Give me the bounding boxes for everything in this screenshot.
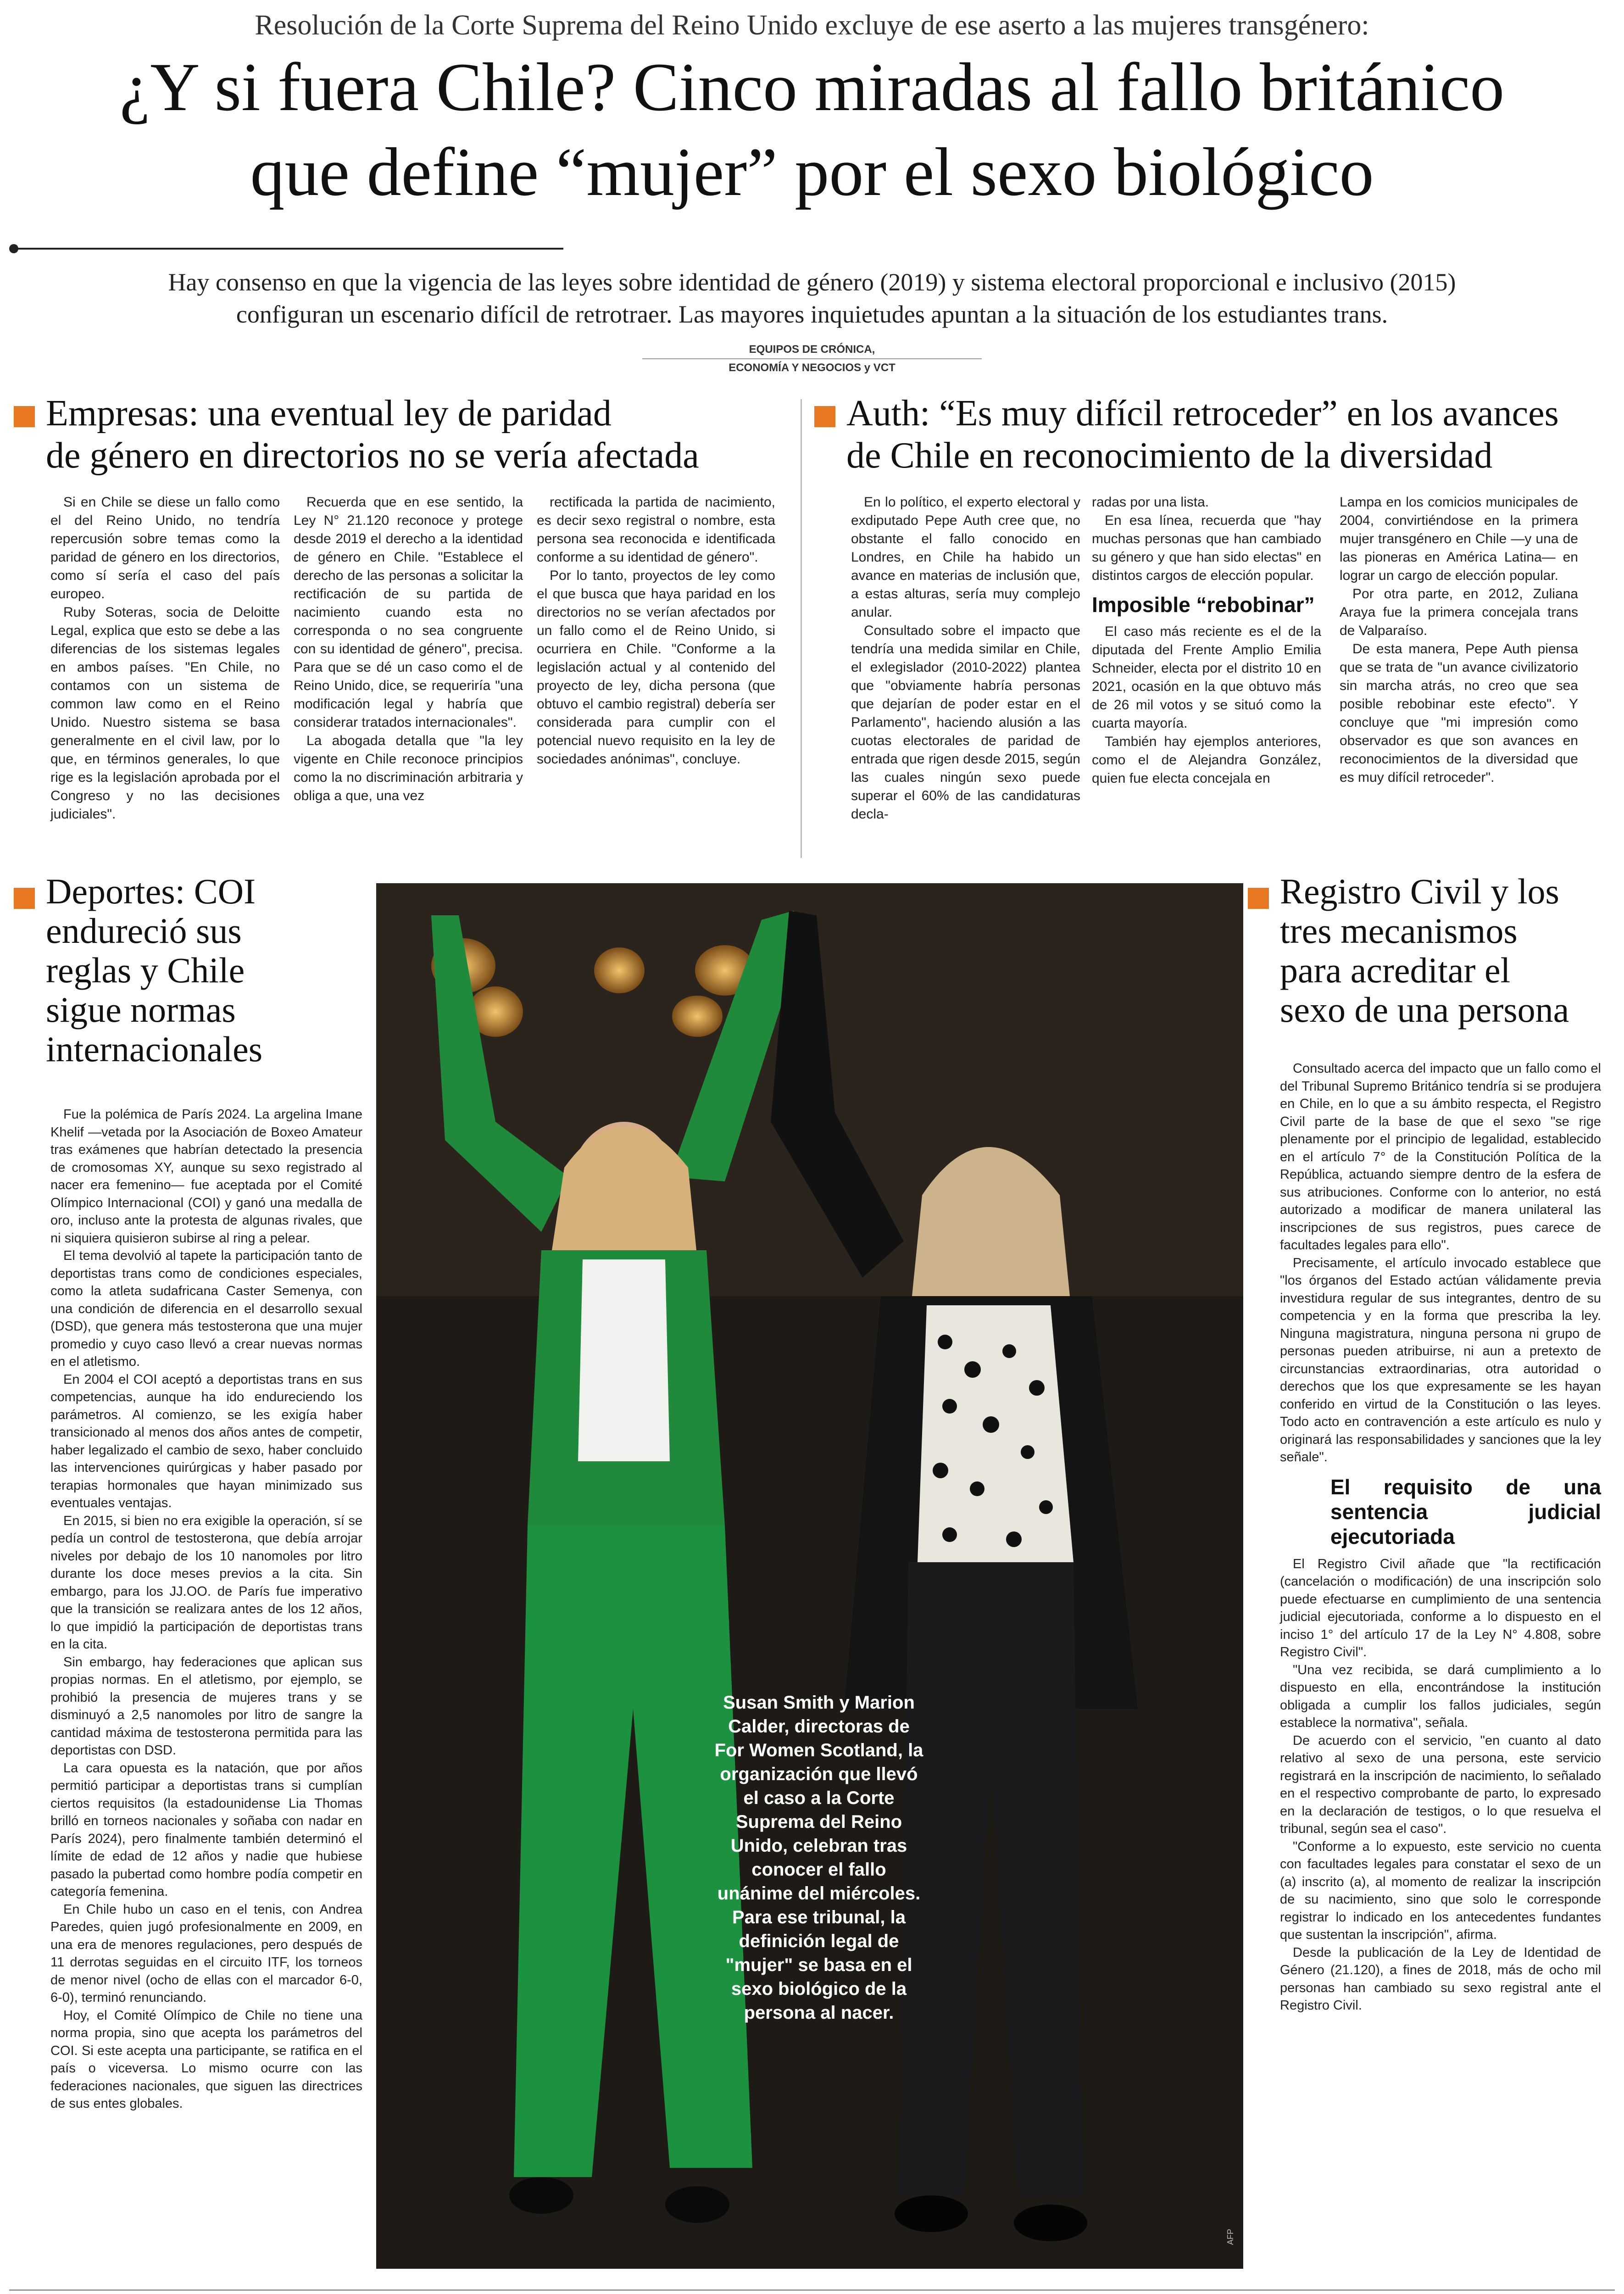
section-title-line: tres mecanismos xyxy=(1280,911,1518,951)
paragraph: Consultado sobre el impacto que tendría una medida similar en Chile, el exlegislador (2010-2022) plantea que "obviamente habría personas que dejarían de poder estar en el Parlamento", haciendo alusión a las cuotas electorales de paridad de entrada que rigen desde 2015, según las cuales ningún sexo puede superar el 60% de las candidaturas decla- xyxy=(851,623,1080,822)
section-title-line: Auth: “Es muy difícil retroceder” en los avances xyxy=(846,393,1559,434)
section-marker-icon xyxy=(1248,888,1269,909)
paragraph: La abogada detalla que "la ley vigente en Chile reconoce principios como la no discriminación arbitraria y obliga a que, una vez xyxy=(294,733,523,803)
section-title-line: sigue normas xyxy=(46,990,236,1030)
paragraph: El tema devolvió al tapete la participación tanto de deportistas trans como de condiciones especiales, como la atleta sudafricana Caster Semenya, con una condición de diferencia en el desarrollo sexual (DSD), que genera más testosterona que una mujer promedio y cuyo caso llevó a crear nuevas normas en el atletismo. xyxy=(50,1248,362,1369)
auth-col-3 xyxy=(1340,493,1578,787)
deck-line-2: configuran un escenario difícil de retrotraer. Las mayores inquietudes apuntan a la situación de los estudiantes trans. xyxy=(236,301,1388,328)
section-title-line: de género en directorios no se vería afectada xyxy=(46,435,699,476)
headline xyxy=(0,49,1624,210)
section-title-line: para acreditar el xyxy=(1280,950,1511,990)
paragraph: Fue la polémica de París 2024. La argelina Imane Khelif —vetada por la Asociación de Boxeo Amateur tras exámenes que habrían detectado la presencia de cromosomas XY, aunque su sexo registrado al nacer era femenino— fue aceptada por el Comité Olímpico Internacional (COI) y ganó una medalla de oro, incluso ante la protesta de algunas rivales, que ni siquiera quisieron subirse al ring a pelear. xyxy=(50,1107,362,1246)
paragraph: En 2004 el COI aceptó a deportistas trans en sus competencias, aunque ha ido endureciendo los parámetros. Al comienzo, se les exigía haber transicionado al menos dos años antes de competir, haber legalizado el cambio de sexo, haber concluido las intervenciones quirúrgicas y haber pasado por terapias hormonales que hayan minimizado sus eventuales ventajas. xyxy=(50,1372,362,1510)
subhead: El requisito de una sentencia judicial ejecutoriada xyxy=(1330,1475,1601,1548)
photo-illustration xyxy=(376,883,1243,2269)
section-rule xyxy=(9,2289,1615,2291)
empresas-col-2 xyxy=(294,493,523,805)
section-title-line: Empresas: una eventual ley de paridad xyxy=(46,393,612,434)
section-title-line: sexo de una persona xyxy=(1280,990,1569,1030)
auth-col-2 xyxy=(1092,493,1321,788)
paragraph: Consultado acerca del impacto que un fallo como el del Tribunal Supremo Británico tendría si se produjera en Chile, en lo que a su ámbito respecta, el Registro Civil parte de la base de que el sexo "se rige plenamente por el principio de legalidad, establecido en el artículo 7° de la Constitución Política de la República, actuando siempre dentro de la esfera de sus atribuciones. Conforme con lo anterior, no está autorizado a modificar de manera unilateral las inscripciones de sus registros, pues carece de facultades legales para ello". xyxy=(1280,1061,1601,1253)
deck-line-1: Hay consenso en que la vigencia de las leyes sobre identidad de género (2019) y sistema electoral proporcional e inclusivo (2015) xyxy=(168,268,1456,296)
paragraph: Precisamente, el artículo invocado establece que "los órganos del Estado actúan válidamente previa investidura regular de sus integrantes, dentro de su competencia y en la forma que prescriba la ley. Ninguna magistratura, ninguna persona ni grupo de personas pueden atribuirse, ni aun a pretexto de circunstancias extraordinarias, otra autoridad o derechos que los que expresamente se les hayan conferido en virtud de la Constitución o las leyes. Todo acto en contravención a este artículo es nulo y originará las responsabilidades y sanciones que la ley señale". xyxy=(1280,1255,1601,1464)
paragraph: Lampa en los comicios municipales de 2004, convirtiéndose en la primera mujer transgénero en Chile —y una de las pioneras en América Latina— en lograr un cargo de elección popular. xyxy=(1340,495,1578,583)
paragraph: "Conforme a lo expuesto, este servicio no cuenta con facultades legales para constatar el sexo de un (a) inscrito (a), al momento de realizar la inscripción de su nacimiento, sino que solo le corresponde registrar lo indicado en los antecedentes fundantes que sustentan la inscripción", afirma. xyxy=(1280,1839,1601,1942)
paragraph: "Una vez recibida, se dará cumplimiento a lo dispuesto en ella, encontrándose la institución obligada a cumplir los fallos judiciales, según establece la normativa", señala. xyxy=(1280,1662,1601,1730)
deck xyxy=(83,266,1541,330)
section-title-deportes xyxy=(46,872,358,1069)
section-title-line: Deportes: COI xyxy=(46,871,256,911)
paragraph: Por otra parte, en 2012, Zuliana Araya fue la primera concejala trans de Valparaíso. xyxy=(1340,586,1578,638)
paragraph: Si en Chile se diese un fallo como el del Reino Unido, no tendría repercusión sobre temas como la paridad de género en los directorios, como sí sería el caso del país europeo. xyxy=(50,495,280,601)
header-rule xyxy=(13,248,563,250)
paragraph: También hay ejemplos anteriores, como el de Alejandra González, quien fue electa concejala en xyxy=(1092,734,1321,786)
paragraph: El caso más reciente es el de la diputada del Frente Amplio Emilia Schneider, electa por el distrito 10 en 2021, ocasión en la que obtuvo más de 26 mil votos y se situó como la cuarta mayoría. xyxy=(1092,624,1321,731)
paragraph: radas por una lista. xyxy=(1092,495,1209,510)
section-marker-icon xyxy=(14,888,35,909)
section-title-line: endureció sus xyxy=(46,911,242,951)
headline-line-1: ¿Y si fuera Chile? Cinco miradas al fallo británico xyxy=(119,49,1505,125)
paragraph: El Registro Civil añade que "la rectificación (cancelación o modificación) de una inscripción solo puede efectuarse en cumplimiento de una sentencia judicial ejecutoriada, conforme a lo dispuesto en el inciso 1° del artículo 17 de la Ley N° 4.808, sobre Registro Civil". xyxy=(1280,1556,1601,1659)
empresas-col-3 xyxy=(537,493,775,768)
paragraph: Hoy, el Comité Olímpico de Chile no tiene una norma propia, sino que acepta los parámetros del COI. Si este acepta una participante, se ratifica en el país o viceversa. Lo mismo ocurre con las federaciones nacionales, que siguen las directrices de sus entes globales. xyxy=(50,2008,362,2111)
section-title-registro xyxy=(1280,872,1610,1030)
section-title-line: internacionales xyxy=(46,1029,263,1069)
deportes-body xyxy=(50,1106,362,2113)
section-title-line: Registro Civil y los xyxy=(1280,871,1559,911)
empresas-col-1 xyxy=(50,493,280,824)
registro-body xyxy=(1280,1060,1601,2015)
subhead: Imposible “rebobinar” xyxy=(1092,593,1315,617)
paragraph: Sin embargo, hay federaciones que aplican sus propias normas. En el atletismo, por ejemplo, se prohibió la presencia de mujeres trans y se disminuyó a 2,5 nanomoles por litro de sangre la cantidad máxima de testosterona permitida para las deportistas con DSD. xyxy=(50,1654,362,1758)
paragraph: Desde la publicación de la Ley de Identidad de Género (21.120), a fines de 2018, más de ocho mil personas han cambiado su sexo registral ante el Registro Civil. xyxy=(1280,1945,1601,2013)
paragraph: Por lo tanto, proyectos de ley como el que busca que haya paridad en los directorios no se verían afectados por un fallo como el de Reino Unido, si ocurriera en Chile. "Conforme a la legislación actual y al contenido del proyecto de ley, dicha persona (que obtuvo el cambio registral) debería ser considerada para cumplir con el potencial nuevo requisito en la ley de sociedades anónimas", concluye. xyxy=(537,568,775,767)
section-marker-icon xyxy=(14,406,35,427)
section-marker-icon xyxy=(814,406,835,427)
news-photo xyxy=(376,883,1243,2269)
section-title-line: de Chile en reconocimiento de la diversidad xyxy=(846,435,1493,476)
paragraph: De acuerdo con el servicio, "en cuanto al dato relativo al sexo de una persona, este servicio registrará en la inscripción de nacimiento, lo señalado en el respectivo comprobante de parto, lo expresado en la declaración de testigos, o lo que resuelva el tribunal, según sea el caso". xyxy=(1280,1733,1601,1836)
byline-line-2: ECONOMÍA Y NEGOCIOS y VCT xyxy=(729,362,895,374)
byline xyxy=(551,342,1073,376)
kicker: Resolución de la Corte Suprema del Reino Unido excluye de ese aserto a las mujeres transgénero: xyxy=(255,10,1369,41)
byline-line-1: EQUIPOS DE CRÓNICA, xyxy=(749,343,875,356)
auth-col-1 xyxy=(851,493,1080,824)
paragraph: En Chile hubo un caso en el tenis, con Andrea Paredes, quien jugó profesionalmente en 2009, en una era de menores regulaciones, pero después de 11 derrotas seguidas en el circuito ITF, los torneos de menor nivel (ocho de ellas con el marcador 6-0, 6-0), terminó renunciando. xyxy=(50,1902,362,2005)
paragraph: Ruby Soteras, socia de Deloitte Legal, explica que esto se debe a las diferencias de los sistemas legales en ambos países. "En Chile, no contamos con un sistema de common law como en el Reino Unido. Nuestro sistema se basa generalmente en el civil law, por lo que, en términos generales, lo que rige es la legislación aprobada por el Congreso y no las decisiones judiciales". xyxy=(50,605,280,822)
paragraph: Recuerda que en ese sentido, la Ley N° 21.120 reconoce y protege desde 2019 el derecho a la identidad de género en Chile. "Establece el derecho de las personas a solicitar la rectificación de su partida de nacimiento cuando esta no corresponda o no sea congruente con su identidad de género", precisa. Para que se dé un caso como el de Reino Unido, dice, se requeriría "una modificación legal y habría que considerar tratados internacionales". xyxy=(294,495,523,730)
photo-credit: AFP xyxy=(1226,2228,1235,2245)
section-title-line: reglas y Chile xyxy=(46,950,245,990)
paragraph: La cara opuesta es la natación, que por años permitió participar a deportistas trans si cumplían ciertos requisitos (la estadounidense Lia Thomas brilló en torneos nacionales y soñaba con nadar en París 2024), pero finalmente también determinó el límite de edad de 12 años y nadie que hubiese pasado la pubertad como hombre podía competir en categoría femenina. xyxy=(50,1760,362,1899)
section-title-auth xyxy=(846,392,1617,477)
paragraph: En esa línea, recuerda que "hay muchas personas que han cambiado su género y que han sido electas" en distintos cargos de elección popular. xyxy=(1092,513,1321,583)
paragraph: En lo político, el experto electoral y exdiputado Pepe Auth cree que, no obstante el fallo conocido en Londres, en Chile ha habido un avance en materias de inclusión que, a estas alturas, sería muy complejo anular. xyxy=(851,495,1080,620)
byline-rule xyxy=(642,358,982,359)
headline-line-2: que define “mujer” por el sexo biológico xyxy=(250,134,1374,210)
section-title-empresas xyxy=(46,392,798,477)
paragraph: rectificada la partida de nacimiento, es decir sexo registral o nombre, esta persona sea reconocida e identificada conforme a su identidad de género". xyxy=(537,495,775,565)
column-divider xyxy=(801,399,802,858)
paragraph: De esta manera, Pepe Auth piensa que se trata de "un avance civilizatorio sin marcha atrás, no creo que sea posible rebobinar este efecto". Y concluye que "mi impresión como observador es que son avances en reconocimientos de la diversidad que es muy difícil retroceder". xyxy=(1340,641,1578,785)
photo-caption: Susan Smith y Marion Calder, directoras de For Women Scotland, la organización que llevó el caso a la Corte Suprema del Reino Unido, celebran tras conocer el fallo unánime del miércoles. Para ese tribunal, la definición legal de "mujer" se basa en el sexo biológico de la persona al nacer. xyxy=(714,1693,923,2023)
paragraph: En 2015, si bien no era exigible la operación, sí se pedía un control de testosterona, que debía arrojar niveles por debajo de los 10 nanomoles por litro durante los doce meses previos a la cita. Sin embargo, para los JJ.OO. de París fue imperativo que la transición se realizara antes de los 12 años, lo que impidió la participación de deportistas trans en la cita. xyxy=(50,1513,362,1652)
